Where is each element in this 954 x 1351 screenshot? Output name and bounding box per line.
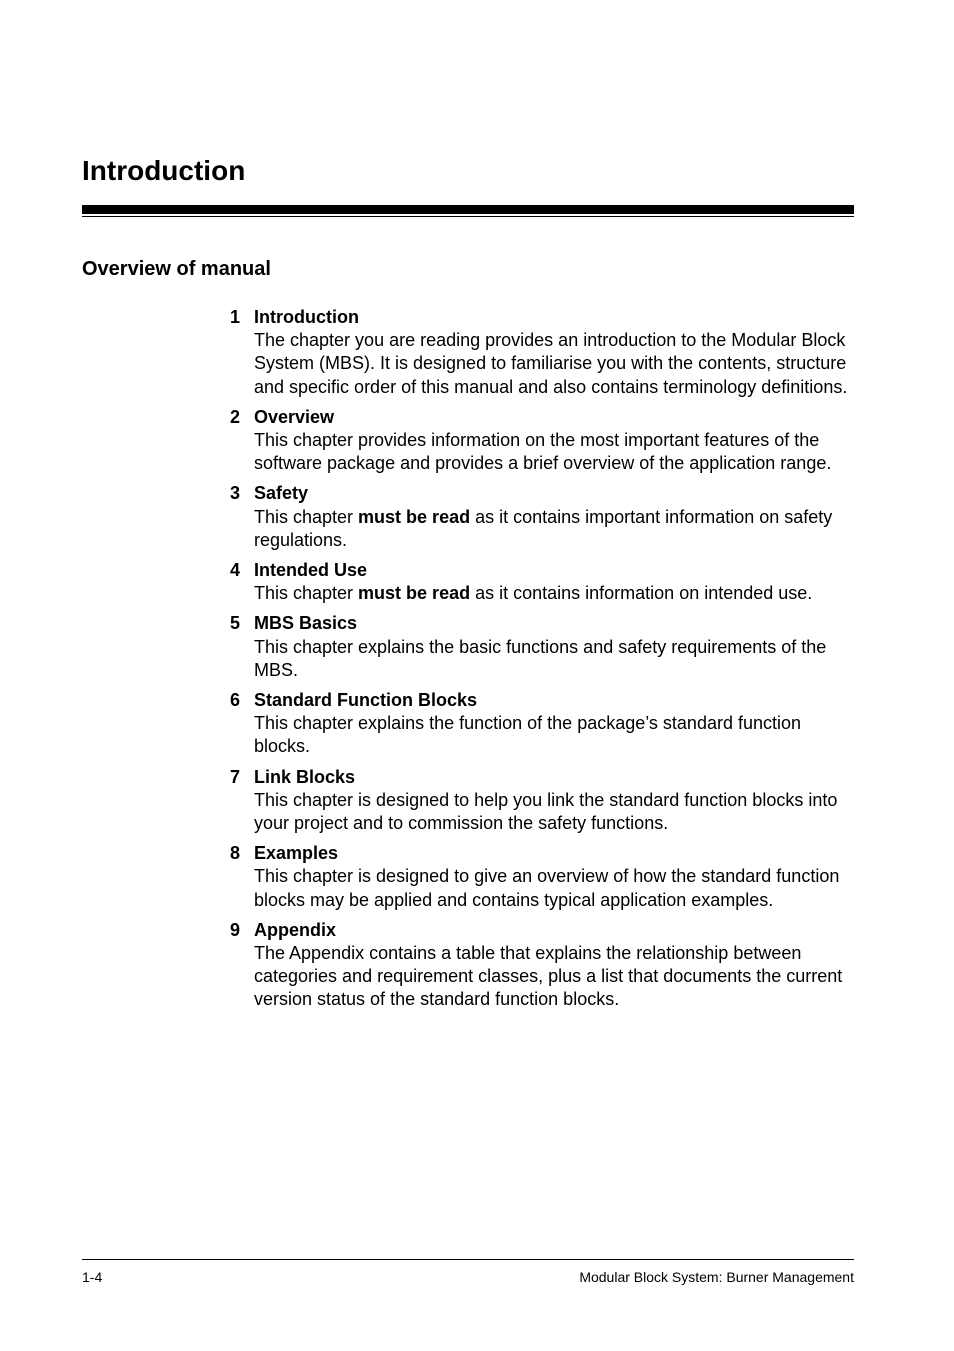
entry-number: 2 [230,406,241,427]
entry-description [254,429,854,475]
list-item [230,559,854,605]
entry-description [254,636,854,682]
section-title: Overview of manual [82,258,271,280]
entry-description [254,942,854,1012]
description-text: This chapter is designed to help you link the standard function blocks into your project and to commission the safety functions. [254,789,838,834]
entry-heading: Safety [254,483,309,504]
description-text: This chapter [254,583,359,604]
entry-number: 8 [230,843,241,864]
page-number: 1-4 [82,1269,103,1285]
entry-heading: Examples [254,843,339,864]
description-text: The chapter you are reading provides an introduction to the Modular Block System (MBS). It is designed to familiarise you with the contents, structure and specific order of this manual and also contains terminology definitions. [254,330,848,397]
emphasis-text: must be read [358,583,471,604]
description-text: This chapter [254,506,359,527]
title-rule-thick [82,205,854,214]
entry-heading: Overview [254,406,335,427]
list-item [230,919,854,1012]
description-text: The Appendix contains a table that explains the relationship between categories and requirement classes, plus a list that documents the current version status of the standard function blocks. [254,943,843,1010]
entry-description [254,712,854,758]
entry-description [254,329,854,399]
entry-description [254,582,854,605]
page-title: Introduction [82,155,246,186]
description-text: This chapter provides information on the most important features of the software package and provides a brief overview of the application range. [254,430,832,474]
entry-number: 4 [230,560,241,581]
entry-number: 1 [230,307,241,327]
description-text: as it contains information on intended use. [470,583,813,604]
list-item [230,406,854,476]
entry-number: 3 [230,483,241,504]
emphasis-text: must be read [358,506,471,527]
entry-heading: MBS Basics [254,613,358,634]
description-text: This chapter is designed to give an overview of how the standard function blocks may be applied and contains typical application examples. [254,866,840,910]
list-item [230,482,854,552]
entry-description [254,789,854,835]
entry-number: 5 [230,613,241,634]
list-item [230,766,854,836]
description-text: as it contains important information on safety regulations. [254,506,833,550]
list-item [230,689,854,759]
entry-number: 7 [230,766,241,787]
entry-heading: Intended Use [254,560,368,581]
title-rule-thin [82,216,854,217]
footer-rule [82,1259,854,1260]
entry-heading: Standard Function Blocks [254,690,478,711]
document-title: Modular Block System: Burner Management [579,1269,854,1285]
entry-heading: Link Blocks [254,766,356,787]
description-text: This chapter explains the function of the package’s standard function blocks. [254,713,802,757]
overview-list [230,306,854,1019]
description-text: This chapter explains the basic functions and safety requirements of the MBS. [254,636,827,680]
entry-heading: Appendix [254,919,337,940]
entry-heading: Introduction [254,307,359,327]
list-item [230,842,854,912]
entry-number: 9 [230,919,241,940]
list-item [230,306,854,399]
list-item [230,612,854,682]
entry-description [254,506,854,552]
entry-description [254,865,854,911]
entry-number: 6 [230,690,241,711]
